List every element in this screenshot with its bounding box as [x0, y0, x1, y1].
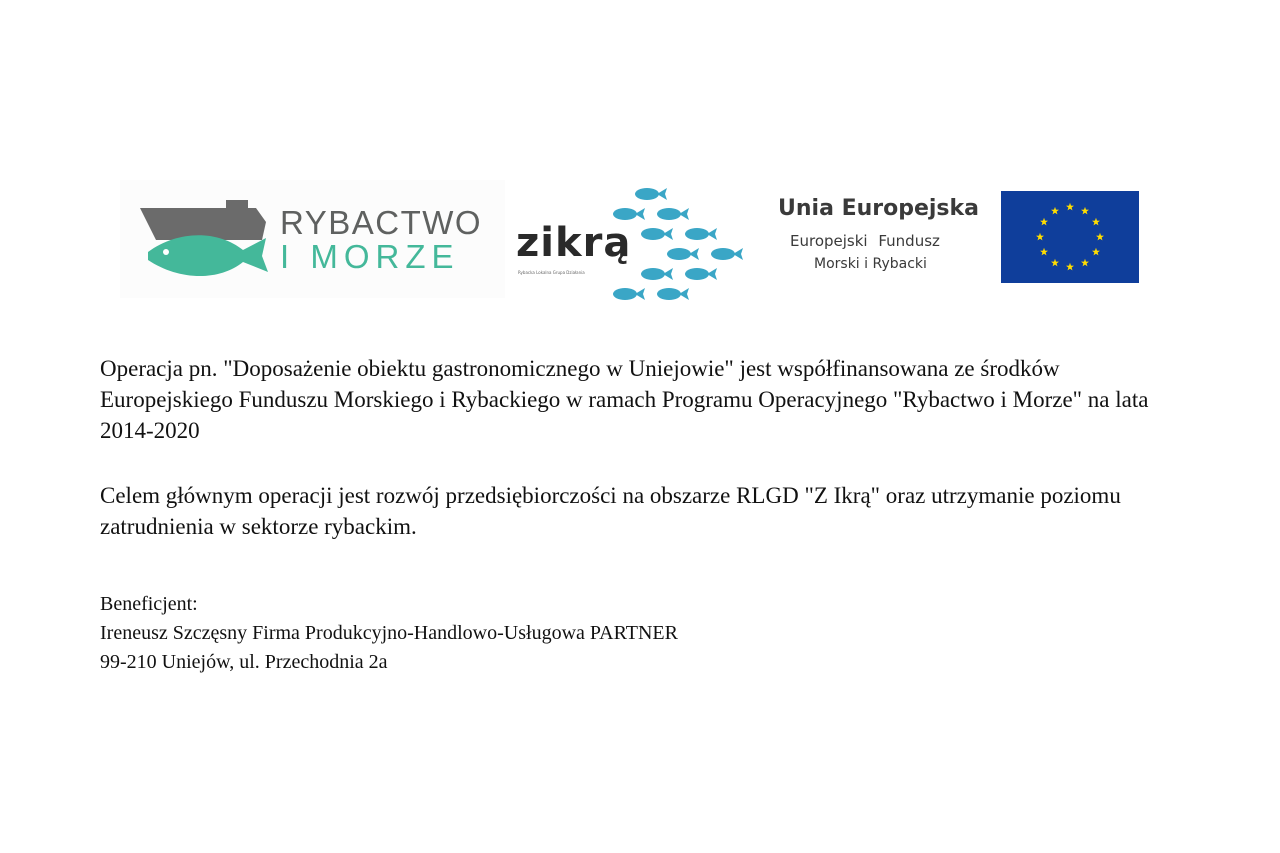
eu-star-icon	[1040, 248, 1048, 256]
operation-description: Operacja pn. "Doposażenie obiektu gastronomicznego w Uniejowie" jest współfinansowana ze środków Europejskiego Funduszu Morskiego i Rybackiego w ramach Programu Operacyjnego "Rybactwo i Morze" na lata 2014-2020	[100, 356, 1149, 443]
eu-star-icon	[1092, 218, 1100, 226]
eu-star-icon	[1081, 207, 1089, 215]
eu-star-icon	[1092, 248, 1100, 256]
zikra-logo-word: zikrą	[516, 220, 632, 266]
eu-star-icon	[1036, 233, 1044, 241]
fish-school-icon	[607, 180, 752, 305]
eu-star-icon	[1096, 233, 1104, 241]
eu-logo-fund-line2: Morski i Rybacki	[814, 256, 927, 272]
eu-logo-fund-line1: Europejski Fundusz	[790, 232, 940, 250]
rybactwo-logo-line1: RYBACTWO	[280, 204, 483, 241]
eu-star-icon	[1040, 218, 1048, 226]
eu-logo-title: Unia Europejska	[778, 196, 980, 221]
beneficiary-label: Beneficjent:	[100, 593, 198, 615]
eu-logo	[772, 182, 1152, 300]
beneficiary-address: 99-210 Uniejów, ul. Przechodnia 2a	[100, 651, 388, 673]
eu-star-icon	[1051, 259, 1059, 267]
beneficiary-name: Ireneusz Szczęsny Firma Produkcyjno-Handlowo-Usługowa PARTNER	[100, 622, 678, 644]
eu-star-icon	[1066, 263, 1074, 271]
logo-strip	[0, 0, 1280, 320]
eu-star-icon	[1066, 203, 1074, 211]
eu-star-icon	[1051, 207, 1059, 215]
zikra-logo	[512, 180, 752, 310]
rybactwo-i-morze-logo	[120, 180, 505, 298]
eu-star-icon	[1081, 259, 1089, 267]
rybactwo-logo-line2: I MORZE	[280, 238, 460, 275]
eu-flag-icon	[1001, 191, 1139, 283]
boat-fish-icon	[138, 200, 273, 280]
beneficiary-block	[100, 590, 678, 677]
zikra-logo-subtitle: Rybacka Lokalna Grupa Działania	[518, 270, 585, 275]
operation-goal: Celem głównym operacji jest rozwój przedsiębiorczości na obszarze RLGD "Z Ikrą" oraz utrzymanie poziomu zatrudnienia w sektorze rybackim.	[100, 483, 1121, 539]
